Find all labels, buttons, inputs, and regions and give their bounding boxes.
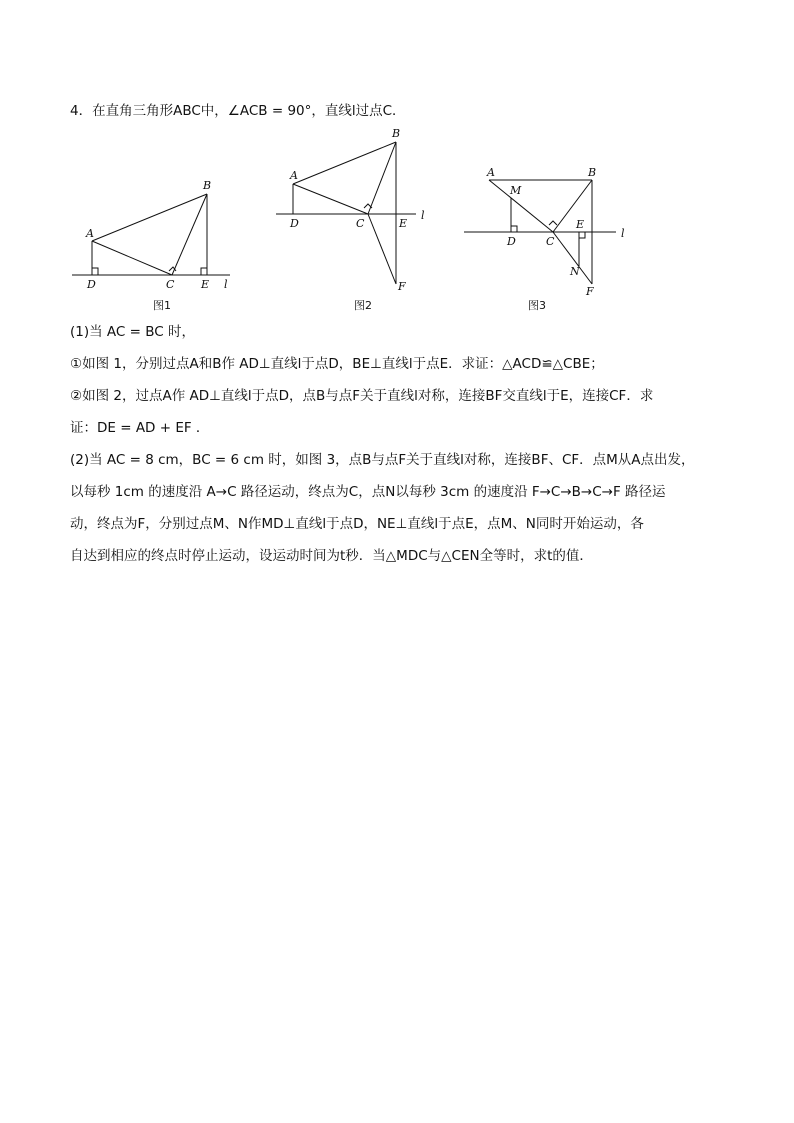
figure-2-diagram — [272, 118, 442, 318]
label-l: l — [421, 209, 425, 222]
figure-caption: 图1 — [153, 299, 171, 312]
label-l: l — [224, 278, 228, 291]
label-B: B — [588, 166, 597, 179]
label-D: D — [290, 217, 299, 230]
figure-2 — [272, 118, 442, 322]
figure-caption: 图2 — [354, 299, 372, 312]
label-C: C — [546, 235, 555, 248]
part2-line-1: (2)当 AC = 8 cm，BC = 6 cm 时，如图 3，点B与点F关于直线l对称，连接BF、CF．点M从A点出发， — [70, 452, 695, 468]
label-B: B — [203, 179, 212, 192]
label-C: C — [356, 217, 365, 230]
label-A: A — [86, 227, 94, 240]
segment-CF — [368, 214, 396, 284]
label-A: A — [487, 166, 495, 179]
part2-line-2: 以每秒 1cm 的速度沿 A→C 路径运动，终点为C，点N以每秒 3cm 的速度沿 F→C→B→C→F 路径运 — [70, 484, 666, 500]
right-angle-D — [511, 226, 517, 232]
label-D: D — [87, 278, 96, 291]
segment-AC — [92, 241, 172, 275]
part2-line-4: 自达到相应的终点时停止运动，设运动时间为t秒．当△MDC与△CEN全等时，求t的值． — [70, 548, 593, 564]
label-E: E — [201, 278, 210, 291]
label-M: M — [510, 184, 522, 197]
label-E: E — [576, 218, 585, 231]
figure-caption: 图3 — [528, 299, 546, 312]
right-angle-E — [579, 232, 585, 238]
part1-condition: (1)当 AC = BC 时， — [70, 324, 195, 340]
part1-question-1: ①如图 1，分别过点A和B作 AD⊥直线l于点D，BE⊥直线l于点E．求证：△ACD≌△CBE； — [70, 356, 604, 372]
label-B: B — [392, 127, 401, 140]
label-F: F — [586, 285, 594, 298]
label-D: D — [507, 235, 516, 248]
segment-AC — [293, 184, 368, 214]
label-N: N — [570, 265, 580, 278]
figure-1 — [66, 118, 246, 322]
label-l: l — [621, 227, 625, 240]
part1-question-2-line-2: 证：DE = AD + EF ． — [70, 420, 210, 436]
label-F: F — [398, 280, 406, 293]
problem-statement: 4．在直角三角形ABC中，∠ACB = 90°，直线l过点C． — [70, 103, 406, 119]
right-angle-D — [92, 268, 98, 275]
label-E: E — [399, 217, 408, 230]
segment-AB — [293, 142, 396, 184]
figure-3 — [462, 118, 637, 322]
right-angle-C — [549, 221, 557, 225]
label-C: C — [166, 278, 175, 291]
segment-BC — [368, 142, 396, 214]
figure-1-diagram — [66, 118, 246, 318]
segment-BC — [553, 180, 592, 232]
part2-line-3: 动，终点为F，分别过点M、N作MD⊥直线l于点D，NE⊥直线l于点E，点M、N同时开始运动，各 — [70, 516, 644, 532]
figure-3-diagram — [462, 118, 637, 318]
label-A: A — [290, 169, 298, 182]
part1-question-2-line-1: ②如图 2，过点A作 AD⊥直线l于点D，点B与点F关于直线l对称，连接BF交直线l于E，连接CF．求 — [70, 388, 654, 404]
right-angle-E — [201, 268, 207, 275]
